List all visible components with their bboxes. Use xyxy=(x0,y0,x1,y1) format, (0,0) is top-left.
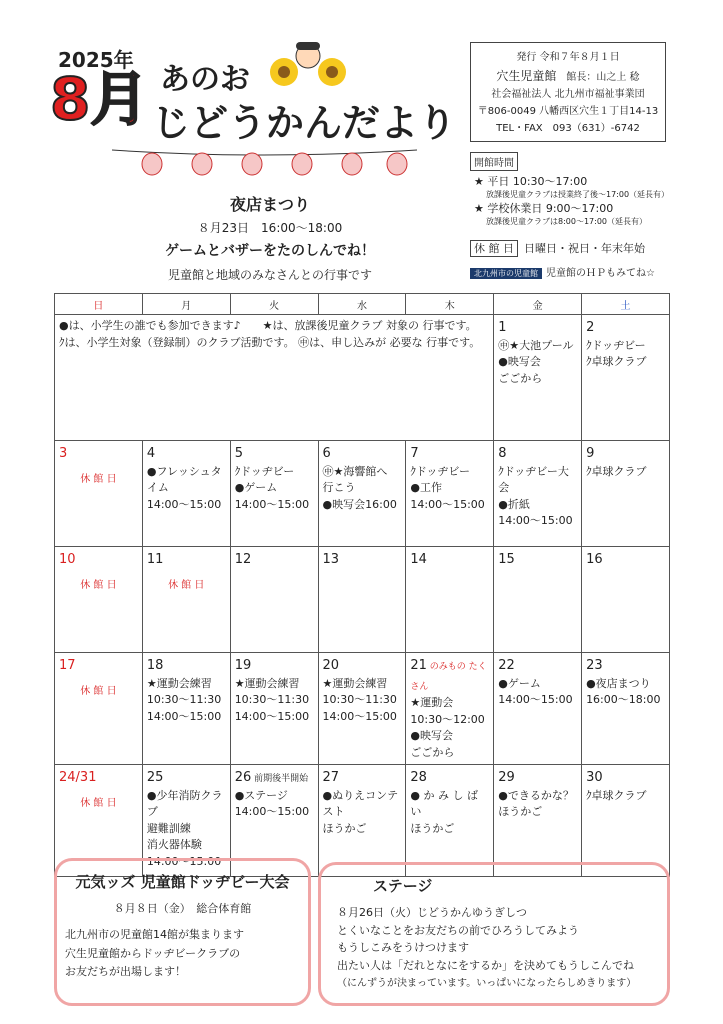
title-line1: あのお xyxy=(160,62,250,97)
day-number: 24/31 xyxy=(59,770,97,785)
day-number: 11 xyxy=(146,552,164,567)
calendar-day xyxy=(494,315,582,441)
calendar-day xyxy=(142,547,230,653)
address: 〒806-0049 八幡西区穴生１丁目14-13 xyxy=(477,106,659,118)
closed-days-value: 日曜日・祝日・年末年始 xyxy=(524,242,645,255)
festival-subtitle: ゲームとバザーをたのしんでね！ xyxy=(165,243,375,259)
event-item: 14:00～15:00 xyxy=(322,709,397,723)
day-number: 1 xyxy=(498,320,507,335)
weekday-header: 木 xyxy=(406,294,494,315)
event-item: ㊥★海響館へ xyxy=(322,464,388,478)
newsletter-title: じどうかんだより xyxy=(152,101,457,145)
hours-label: 開館時間 xyxy=(470,152,518,171)
calendar-day xyxy=(494,765,582,877)
stage-line: ８月26日（火）じどうかんゆうぎしつ xyxy=(337,906,527,919)
day-number: 14 xyxy=(410,552,427,567)
event-item: ●できるかな？ xyxy=(498,788,574,802)
day-number: 26 前期後半開始 xyxy=(234,770,309,785)
calendar-day xyxy=(582,547,670,653)
event-item: ｸドッヂビー大会 xyxy=(498,464,569,494)
legend-line: ｸは、小学生対象（登録制）のクラブ活動です。 ㊥は、申し込みが 必要な 行事です。 xyxy=(59,335,481,349)
phone: TEL・FAX 093（631）-6742 xyxy=(496,123,640,135)
calendar-day xyxy=(55,441,143,547)
calendar-day xyxy=(582,653,670,765)
event-item: ★運動会 xyxy=(410,696,454,709)
event-item: ★運動会練習 xyxy=(322,676,388,690)
calendar-week xyxy=(55,547,670,653)
weekday-header: 土 xyxy=(582,294,670,315)
event-item: ●折紙 xyxy=(498,497,530,511)
day-number: 25 xyxy=(146,770,164,785)
calendar-day xyxy=(494,547,582,653)
dodgebee-tournament-box xyxy=(54,858,311,1006)
event-item: ほうかご xyxy=(498,805,543,818)
event-item: ●ステージ xyxy=(234,788,288,802)
calendar-week xyxy=(55,315,670,441)
event-item: ●ゲーム xyxy=(498,676,541,690)
event-item: ごごから xyxy=(410,745,455,759)
closed-days xyxy=(470,240,645,256)
weekday-header: 水 xyxy=(318,294,406,315)
opening-hours xyxy=(474,174,669,227)
closed-label: 休 館 日 xyxy=(80,473,117,485)
calendar-day xyxy=(318,441,406,547)
weekday-header: 日 xyxy=(55,294,143,315)
calendar-day xyxy=(406,441,494,547)
hours-weekday: ★ 平日 10:30～17:00 xyxy=(474,175,588,188)
event-item: ㊥★大池プール xyxy=(498,338,574,352)
event-item: ほうかご xyxy=(322,821,367,835)
event-item: ほうかご xyxy=(410,821,455,835)
event-item: ●工作 xyxy=(410,481,442,494)
calendar-day xyxy=(494,653,582,765)
issue-date: 発行 令和７年８月１日 xyxy=(516,52,620,63)
calendar-day xyxy=(230,547,318,653)
day-number: 29 xyxy=(498,770,515,785)
year-label: 2025年 xyxy=(58,48,134,72)
day-number: 22 xyxy=(498,658,515,673)
day-number: 10 xyxy=(59,552,76,567)
day-number: 17 xyxy=(59,658,76,673)
stage-title: ステージ xyxy=(373,877,433,895)
day-number: 19 xyxy=(234,658,252,673)
event-item: 消火器体験 xyxy=(146,838,202,851)
event-item: ★運動会練習 xyxy=(146,676,212,690)
day-number: 13 xyxy=(322,552,340,567)
calendar-week xyxy=(55,441,670,547)
calendar-day xyxy=(582,765,670,877)
calendar-day xyxy=(406,547,494,653)
event-item: ★運動会練習 xyxy=(234,676,300,690)
event-item: 10:30～12:00 xyxy=(410,712,485,726)
calendar-day xyxy=(406,653,494,765)
sunflower-kid-illustration xyxy=(270,36,350,92)
legend-line: ●は、小学生の誰でも参加できます♪ ★は、放課後児童クラブ 対象の 行事です。 xyxy=(59,319,477,332)
calendar-day xyxy=(142,441,230,547)
event-item: ●フレッシュタイム xyxy=(146,464,222,494)
closed-label: 休 館 日 xyxy=(80,579,117,591)
homepage-note[interactable] xyxy=(470,264,655,279)
stage-line: とくいなことをお友だちの前でひろうしてみよう xyxy=(337,923,579,937)
event-item: ごごから xyxy=(498,371,543,385)
event-calendar xyxy=(54,293,670,877)
event-item: ●映写会16:00 xyxy=(322,497,397,511)
dodgebee-line: 北九州市の児童館14館が集まります xyxy=(65,928,244,941)
event-item: ｸ卓球クラブ xyxy=(586,788,647,802)
event-item: 10:30～11:30 xyxy=(322,693,397,706)
stage-capacity-note: （にんずうが決まっています。いっぱいになったらしめきります） xyxy=(337,978,637,990)
calendar-day xyxy=(406,765,494,877)
calendar-day xyxy=(582,441,670,547)
dodgebee-title: 元気ッズ 児童館ドッヂビー大会 xyxy=(75,873,290,891)
event-item: 14:00～15:00 xyxy=(146,709,222,723)
event-item: 10:30～11:30 xyxy=(234,693,310,706)
dodgebee-line: 穴生児童館からドッヂビークラブの xyxy=(65,946,241,960)
day-number: 7 xyxy=(410,446,419,461)
director: 館長：山之上 稔 xyxy=(566,72,640,83)
weekday-header: 月 xyxy=(142,294,230,315)
calendar-day xyxy=(582,315,670,441)
calendar-day xyxy=(55,547,143,653)
lantern-garland-illustration xyxy=(112,146,417,176)
day-number: 5 xyxy=(234,446,243,461)
day-number: 9 xyxy=(586,446,595,461)
festival-announcement xyxy=(120,192,420,283)
homepage-badge: 北九州市の児童館 xyxy=(470,268,542,279)
event-item: 10:30～11:30 xyxy=(146,693,222,706)
event-item: ● か み し ば い xyxy=(410,788,478,818)
event-item: ｸドッヂビー xyxy=(234,464,295,478)
center-name: 穴生児童館 xyxy=(496,69,557,83)
hours-school-holiday-sub: 放課後児童クラブは8:00～17:00（延長有） xyxy=(486,216,648,226)
legend-notes xyxy=(55,315,494,441)
day-number: 15 xyxy=(498,552,515,567)
calendar-day xyxy=(230,441,318,547)
day-number: 28 xyxy=(410,770,427,785)
event-item: 14:00～15:00 xyxy=(234,709,310,723)
day-number: 16 xyxy=(586,552,603,567)
closed-days-label: 休 館 日 xyxy=(470,240,518,257)
day-number: 18 xyxy=(146,658,164,673)
day-number: 4 xyxy=(146,446,156,461)
weekday-header: 火 xyxy=(230,294,318,315)
hours-weekday-sub: 放課後児童クラブは授業終了後～17:00（延長有） xyxy=(486,190,670,200)
calendar-day xyxy=(55,653,143,765)
dodgebee-text xyxy=(65,926,308,982)
day-number: 30 xyxy=(586,770,603,785)
event-item: 14:00～15:00 xyxy=(234,497,310,511)
calendar-week xyxy=(55,653,670,765)
event-item: ｸ卓球クラブ xyxy=(586,355,647,368)
day-number: 27 xyxy=(322,770,340,785)
day-number: 3 xyxy=(59,446,68,461)
publisher-info xyxy=(470,42,666,142)
event-item: 16:00～18:00 xyxy=(586,693,661,706)
event-item: 14:00～15:00 xyxy=(234,805,310,818)
stage-text xyxy=(337,904,667,974)
day-number: 2 xyxy=(586,320,595,335)
stage-line: 出たい人は「だれとなにをするか」を決めてもうしこんでね xyxy=(337,958,634,972)
event-item: ●少年消防クラブ xyxy=(146,788,223,818)
event-item: ●映写会 xyxy=(410,729,453,742)
festival-title: 夜店まつり xyxy=(229,195,310,214)
event-item: 14:00～15:00 xyxy=(146,854,222,868)
event-item: ●夜店まつり xyxy=(586,676,651,690)
event-item: 14:00～15:00 xyxy=(146,497,222,511)
stage-event-box xyxy=(318,862,670,1006)
day-number: 20 xyxy=(322,658,340,673)
calendar-day xyxy=(318,547,406,653)
festival-note: 児童館と地域のみなさんとの行事です xyxy=(167,268,372,282)
day-number: 6 xyxy=(322,446,331,461)
closed-label: 休 館 日 xyxy=(80,685,117,697)
event-item: 14:00～15:00 xyxy=(498,514,573,527)
day-note: のみもの たくさん xyxy=(410,662,487,692)
calendar-day xyxy=(318,765,406,877)
calendar-day xyxy=(494,441,582,547)
event-item: ｸドッヂビー xyxy=(586,338,646,352)
homepage-text: 児童館のＨＰもみてね☆ xyxy=(546,268,655,279)
event-item: 14:00～15:00 xyxy=(498,693,573,706)
closed-label: 休 館 日 xyxy=(168,579,205,591)
calendar-day xyxy=(230,653,318,765)
day-note: 前期後半開始 xyxy=(251,774,309,784)
day-number: 12 xyxy=(234,552,252,567)
weekday-header: 金 xyxy=(494,294,582,315)
day-number: 8 xyxy=(498,446,507,461)
event-item: ●ぬりえコンテスト xyxy=(322,788,399,818)
event-item: ●映写会 xyxy=(498,355,541,368)
calendar-day xyxy=(318,653,406,765)
event-item: 行こう xyxy=(322,481,356,494)
event-item: 14:00～15:00 xyxy=(410,497,485,511)
day-number: 23 xyxy=(586,658,603,673)
day-number: 21 のみもの たくさん xyxy=(410,658,487,692)
hours-school-holiday: ★ 学校休業日 9:00～17:00 xyxy=(474,201,614,215)
event-item: ●ゲーム xyxy=(234,481,278,494)
event-item: ｸドッヂビー xyxy=(410,464,470,478)
dodgebee-line: お友だちが出場します！ xyxy=(65,965,186,979)
month-label: 8月 xyxy=(50,65,149,133)
dodgebee-date: ８月８日（金） 総合体育館 xyxy=(113,902,252,915)
event-item: ｸ卓球クラブ xyxy=(586,464,647,478)
stage-line: もうしこみをうけつけます xyxy=(337,941,469,955)
organization: 社会福祉法人 北九州市福祉事業団 xyxy=(491,89,645,101)
event-item: 避難訓練 xyxy=(146,821,191,835)
calendar-day xyxy=(142,653,230,765)
closed-label: 休 館 日 xyxy=(80,797,117,809)
festival-date: ８月23日 16:00～18:00 xyxy=(197,221,343,235)
